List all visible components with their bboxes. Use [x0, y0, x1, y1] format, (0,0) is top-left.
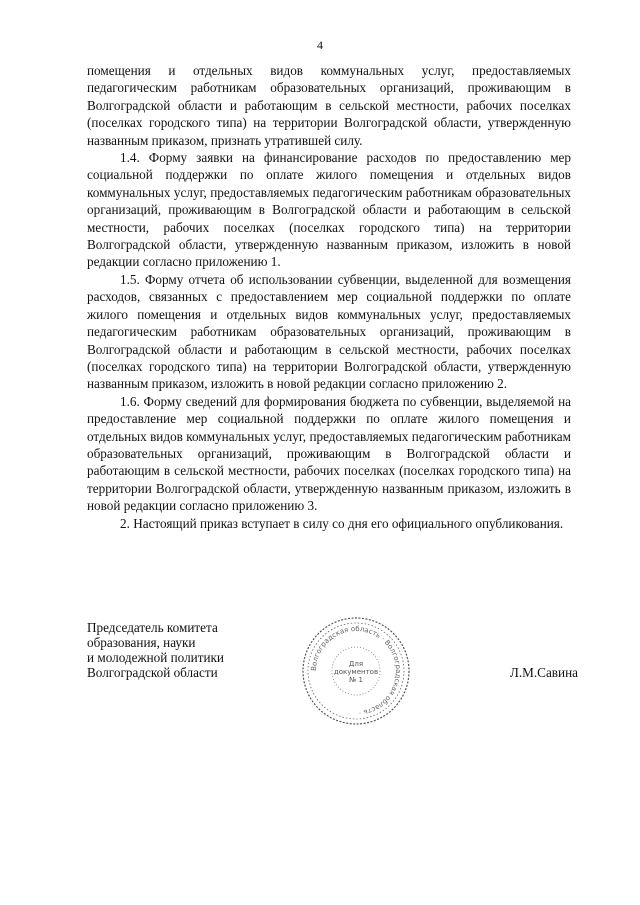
signatory-name: Л.М.Савина — [509, 665, 578, 680]
signatory-title-line: и молодежной политики — [87, 650, 224, 665]
paragraph-continuation: помещения и отдельных видов коммунальных услуг, предоставляемых педагогическим работникам образовательных организаций, проживающим в Волгоградской области и работающим в сельской местности, рабочих поселках (поселках городского типа) на территории Волгоградской области, утвержденную названным приказом, признать утратившей силу. — [87, 63, 571, 148]
svg-text:документов: документов — [333, 668, 379, 676]
paragraph-2: 2. Настоящий приказ вступает в силу со дня его официального опубликования. — [120, 515, 564, 531]
signatory-title-line: Волгоградской области — [87, 665, 218, 680]
paragraph-1-4: 1.4. Форму заявки на финансирование расходов по предоставлению мер социальной поддержки по оплате жилого помещения и отдельных видов коммунальных услуг, предоставляемых педагогическим работникам образовательных организаций, проживающим в Волгоградской области и работающим в сельской местности, рабочих поселках (поселках городского типа) на территории Волгоградской области, утвержденную названным приказом, изложить в новой редакции согласно приложению 1. — [87, 150, 571, 270]
paragraph-1-5: 1.5. Форму отчета об использовании субвенции, выделенной для возмещения расходов, связанных с предоставлением мер социальной поддержки по оплате жилого помещения и отдельных видов коммунальных услуг, предоставляемых педагогическим работникам образовательных организаций, проживающим в Волгоградской области и работающим в сельской местности, рабочих поселках (поселках городского типа) на территории Волгоградской области, утвержденную названным приказом, изложить в новой редакции согласно приложению 2. — [87, 271, 571, 392]
signatory-title — [87, 620, 287, 680]
document-body — [87, 62, 571, 532]
page-number: 4 — [317, 38, 323, 52]
svg-text:Волгоградская область · Волгог: Волгоградская область · Волгоградская область · — [309, 624, 403, 717]
svg-text:Для: Для — [348, 660, 364, 668]
official-stamp — [300, 615, 412, 727]
paragraph-1-6: 1.6. Форму сведений для формирования бюджета по субвенции, выделяемой на предоставление мер социальной поддержки по оплате жилого помещения и отдельных видов коммунальных услуг, предоставляемых педагогическим работникам образовательных организаций, проживающим в Волгоградской области и работающим в сельской местности, рабочих поселках (поселках городского типа) на территории Волгоградской области, утвержденную названным приказом, изложить в новой редакции согласно приложению 3. — [87, 393, 571, 514]
signatory-title-line: образования, науки — [87, 635, 196, 650]
signatory-title-line: Председатель комитета — [87, 620, 218, 635]
svg-text:№ 1: № 1 — [349, 676, 363, 684]
